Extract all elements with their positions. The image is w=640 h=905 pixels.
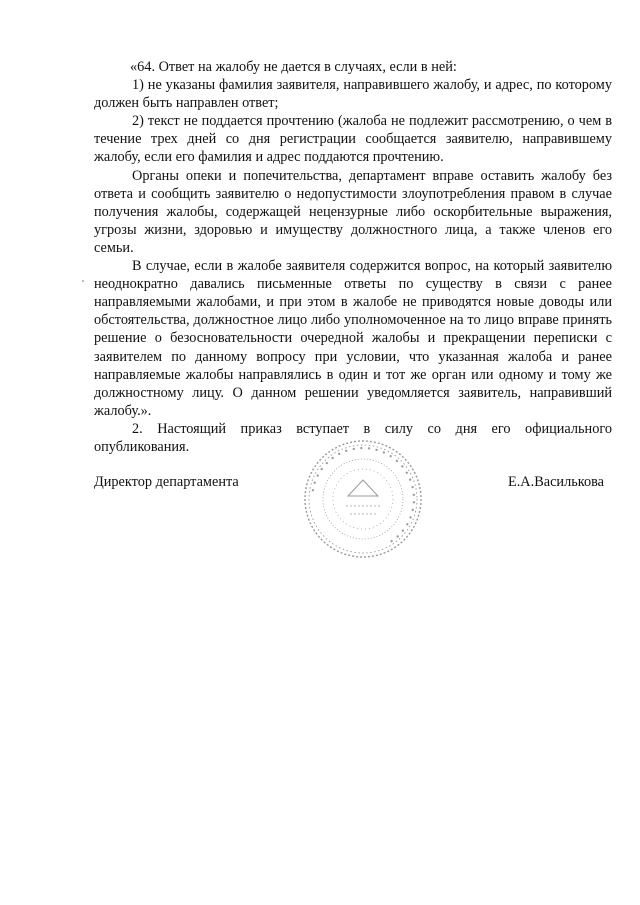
- paragraph-entry-into-force: 2. Настоящий приказ вступает в силу со дня его официального опубликования.: [94, 420, 612, 455]
- paragraph-item-64-heading: «64. Ответ на жалобу не дается в случаях, если в ней:: [130, 59, 457, 75]
- signature-title: Директор департамента: [94, 474, 239, 490]
- paragraph-subitem-2: 2) текст не поддается прочтению (жалоба не подлежит рассмотрению, о чем в течение трех дней со дня регистрации сообщается заявителю, направившему жалобу, если его фамилия и адрес поддаются прочтению.: [94, 113, 612, 166]
- paragraph-subitem-1: 1) не указаны фамилия заявителя, направившего жалобу, и адрес, по которому должен быть направлен ответ;: [94, 77, 612, 112]
- signature-name: Е.А.Василькова: [507, 474, 604, 490]
- document-body: [94, 58, 612, 456]
- paragraph-repeated-question: В случае, если в жалобе заявителя содержится вопрос, на который заявителю неоднократно давались письменные ответы по существу в связи с ранее направляемыми жалобами, и при этом в жалобе не приводятся новые доводы или обстоятельства, должностное лицо либо уполномоченное на то лицо вправе принять решение о безосновательности очередной жалобы и прекращении переписки с заявителем по данному вопросу при условии, что указанная жалоба и ранее направляемые жалобы направлялись в один и тот же орган или одному и тому же должностному лицу. О данном решении уведомляется заявитель, направивший жалобу.».: [94, 258, 612, 419]
- paragraph-guardianship: Органы опеки и попечительства, департамент вправе оставить жалобу без ответа и сообщить заявителю о недопустимости злоупотребления правом в случае получения жалобы, содержащей нецензурные либо оскорбительные выражения, угрозы жизни, здоровью и имуществу должностного лица, а также членов его семьи.: [94, 167, 612, 256]
- official-seal-icon: [300, 436, 426, 562]
- scan-speck: [82, 280, 84, 282]
- svg-text:• • • • • • • • • • • • • • •: • • • • • • • • • • • • • • • • • • • • • • • • • • •: [308, 443, 419, 546]
